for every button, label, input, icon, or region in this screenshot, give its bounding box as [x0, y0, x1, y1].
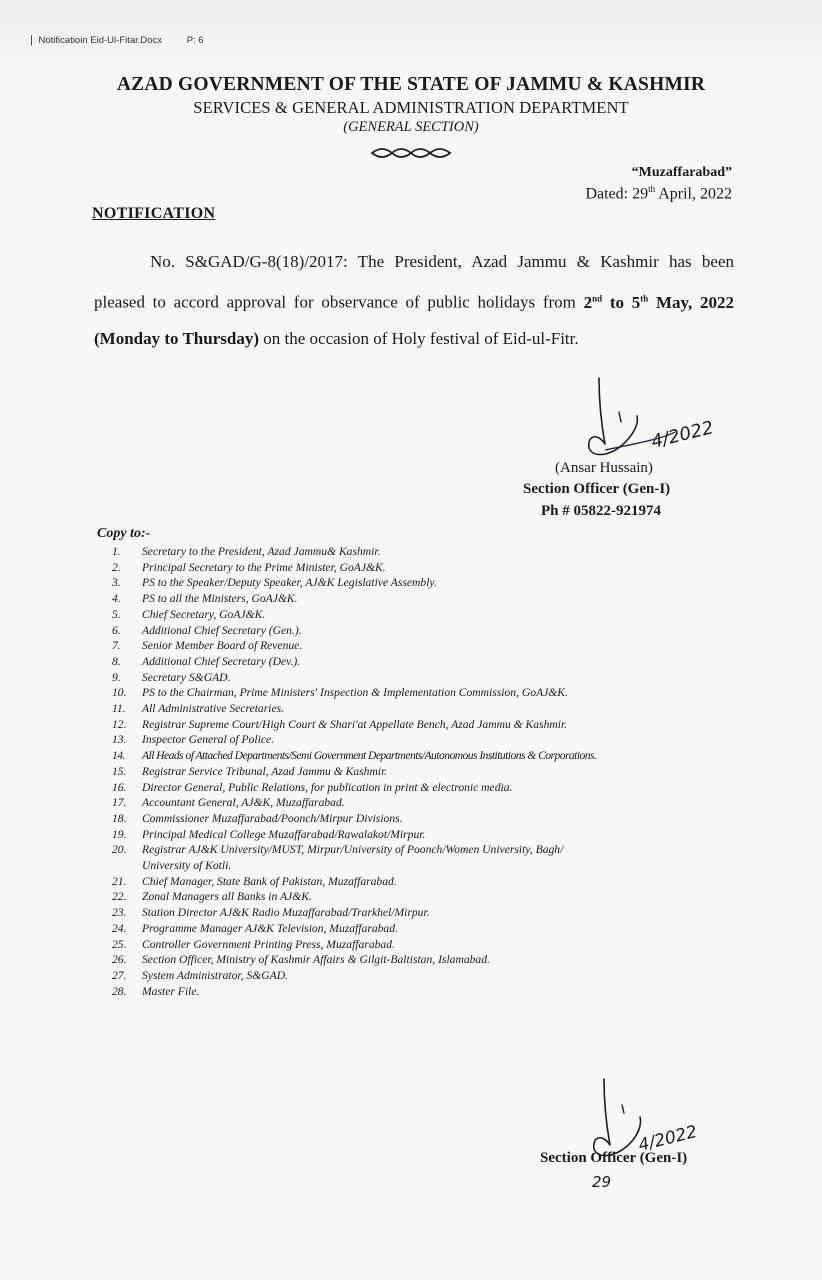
list-item: 16. Director General, Public Relations, for publication in print & electronic media. [112, 780, 513, 794]
place-of-issue: “Muzaffarabad” [631, 165, 732, 180]
list-item: 18. Commissioner Muzaffarabad/Poonch/Mirpur Divisions. [112, 811, 403, 825]
officer-phone: Ph # 05822-921974 [541, 503, 661, 519]
list-item: 27. System Administrator, S&GAD. [112, 968, 288, 982]
copy-to-heading: Copy to:- [97, 526, 151, 541]
page-number: P: 6 [186, 35, 204, 46]
list-item: 9. Secretary S&GAD. [112, 670, 231, 684]
list-item: 5. Chief Secretary, GoAJ&K. [112, 607, 266, 621]
copy-to-list [112, 544, 802, 999]
list-item: 24. Programme Manager AJ&K Television, Muzaffarabad. [112, 921, 398, 935]
svg-text:29: 29 [592, 1173, 612, 1191]
notification-number: No. S&GAD/G-8(18)/2017: [150, 252, 348, 271]
officer-title: Section Officer (Gen-I) [523, 481, 671, 497]
svg-text:4/2022: 4/2022 [636, 1121, 700, 1156]
letterhead-government: AZAD GOVERNMENT OF THE STATE OF JAMMU & KASHMIR [116, 74, 706, 95]
list-item: 20. Registrar AJ&K University/MUST, Mirpur/University of Poonch/Women University, Bagh/ University of Kotli. [112, 843, 564, 873]
footer-officer-title: Section Officer (Gen-I) [540, 1150, 688, 1166]
list-item: 6. Additional Chief Secretary (Gen.). [112, 623, 302, 637]
svg-text:4/2022: 4/2022 [649, 417, 716, 453]
list-item: 10. PS to the Chairman, Prime Ministers' Inspection & Implementation Commission, GoAJ&K. [112, 686, 568, 700]
issue-date: Dated: 29th April, 2022 [585, 184, 732, 203]
ornament-divider [370, 144, 452, 162]
list-item: 26. Section Officer, Ministry of Kashmir Affairs & Gilgit-Baltistan, Islamabad. [112, 953, 490, 967]
letterhead-department: SERVICES & GENERAL ADMINISTRATION DEPARTMENT [193, 98, 629, 117]
file-name: Notificatioin Eid-Ul-Fitar.Docx [38, 35, 163, 46]
list-item: 25. Controller Government Printing Press, Muzaffarabad. [112, 937, 395, 951]
list-item: 17. Accountant General, AJ&K, Muzaffarabad. [112, 796, 345, 810]
signature-footer [582, 1075, 732, 1195]
letterhead-section: (GENERAL SECTION) [343, 119, 479, 135]
list-item: 4. PS to all the Ministers, GoAJ&K. [112, 592, 298, 606]
list-item: 7. Senior Member Board of Revenue. [112, 639, 303, 653]
officer-name: (Ansar Hussain) [555, 460, 653, 476]
notification-body: No. S&GAD/G-8(18)/2017: The President, Azad Jammu & Kashmir has been pleased to accord approval for observance of public holidays from 2nd to 5th May, 2022 (Monday to Thursday) on the occasion of Holy festival of Eid-ul-Fitr. [94, 252, 735, 348]
list-item: 3. PS to the Speaker/Deputy Speaker, AJ&K Legislative Assembly. [112, 576, 437, 590]
list-item: 13. Inspector General of Police. [112, 733, 275, 747]
list-item: 11. All Administrative Secretaries. [112, 702, 285, 716]
list-item: 1. Secretary to the President, Azad Jammu& Kashmir. [112, 545, 381, 558]
list-item: 28. Master File. [112, 984, 200, 998]
header-divider: | [30, 34, 33, 46]
list-item: 14. All Heads of Attached Departments/Semi Government Departments/Autonomous Institutions & Corporations. [112, 749, 597, 763]
list-item: 2. Principal Secretary to the Prime Minister, GoAJ&K. [112, 560, 386, 574]
list-item: 19. Principal Medical College Muzaffarabad/Rawalakot/Mirpur. [112, 827, 426, 841]
list-item: 15. Registrar Service Tribunal, Azad Jammu & Kashmir. [112, 764, 388, 778]
file-header [30, 34, 204, 46]
list-item: 8. Additional Chief Secretary (Dev.). [112, 654, 301, 668]
list-item: 22. Zonal Managers all Banks in AJ&K. [112, 890, 312, 904]
notification-heading: NOTIFICATION [92, 205, 216, 222]
list-item: 12. Registrar Supreme Court/High Court & Shari'at Appellate Bench, Azad Jammu & Kashmir. [112, 717, 568, 731]
list-item: 23. Station Director AJ&K Radio Muzaffarabad/Trarkhel/Mirpur. [112, 906, 430, 920]
list-item: 21. Chief Manager, State Bank of Pakistan, Muzaffarabad. [112, 874, 397, 888]
